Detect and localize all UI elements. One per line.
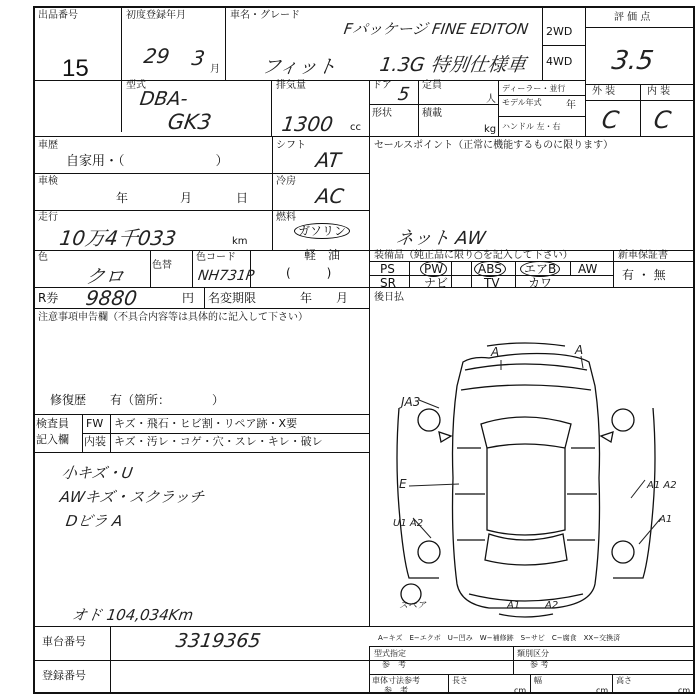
dealer-label: ディーラー・並行 [502,84,566,93]
size-ref-label: 車体寸法参考 [372,676,420,685]
color-code: NH731P [196,268,256,284]
displacement-value: 1300 [280,112,335,136]
remark-line-1: 小キズ・U [60,464,134,482]
chassis-label: 車台番号 [42,635,86,648]
mileage-value: 10万4千033 [58,226,178,250]
fw-label: FW [86,417,104,430]
after-sale-label: 後日払 [374,292,404,303]
recycle-unit: 円 [182,291,195,305]
capacity-label: 定員 [422,80,442,91]
height-label: 高さ [616,676,632,685]
car-name: フィット [260,56,338,78]
equip-pw[interactable]: PW [420,262,447,276]
equipment-label: 装備品（純正品に限り○を記入して下さい） [374,250,573,261]
color-code-label: 色コード [196,252,236,263]
name-change-ym: 年 月 [300,291,349,305]
color-label: 色 [38,252,48,263]
remark-line-3: Dビラ A [64,512,124,530]
model-prefix: DBA- [138,88,190,110]
aircon-label: 冷房 [276,176,296,187]
name-change-label: 名変期限 [208,291,257,305]
load-unit: kg [484,124,497,135]
first-reg-year: 29 [142,44,172,68]
length-unit: cm [514,686,527,695]
mileage-label: 走行 [38,212,58,223]
shift-label: シフト [276,140,306,151]
recycle-label: R券 [38,291,59,305]
handle-label: ハンドル 左・右 [502,122,561,131]
height-unit: cm [678,686,691,695]
fw-items[interactable]: キズ・飛石・ヒビ割・リペア跡・X要 [114,417,298,430]
sales-point-note: ネット AW [394,228,487,249]
mark-rear-a1: A1 [507,600,521,611]
model-year-unit: 年 [566,100,576,111]
color-change-label: 色替 [152,260,172,271]
car-grade: Fパッケージ FINE EDITON [342,20,530,38]
recycle-value: 9880 [84,286,139,310]
chassis-number: 3319365 [174,630,263,652]
equip-airbag[interactable]: エアB [520,262,560,276]
class-label: 類別区分 [517,649,549,658]
exterior-label: 外 装 [592,86,616,97]
type-ref: 参 考 [382,660,406,669]
car-spec: 1.3G 特別仕様車 [378,54,528,76]
inspector-label: 検査員 [36,417,69,430]
fuel-other[interactable]: ( ) [286,266,332,280]
lot-number: 15 [62,55,89,82]
length-label: 長さ [452,676,468,685]
model-code: GK3 [166,110,214,134]
model-year-label: モデル年式 [502,98,542,107]
load-label: 積載 [422,108,442,119]
new-warranty-label: 新車保証書 [618,250,668,261]
interior-check-label: 内装 [84,435,106,448]
shift-value: AT [314,148,343,172]
repair-history-label: 修復歴 有（箇所： ） [50,393,225,407]
car-damage-diagram[interactable] [369,308,695,626]
damage-legend: A−キズ E−エクボ U−凹み W−補修跡 S−サビ C−腐食 XX−交換済 [378,634,621,642]
history-label: 車歴 [38,140,58,151]
type-designation-label: 型式指定 [374,649,406,658]
notes-label: 注意事項申告欄（不具合内容等は具体的に記入して下さい） [38,312,308,323]
first-reg-month: 3 [190,46,207,70]
equip-aw[interactable]: AW [578,262,598,276]
doors-value: 5 [396,84,411,105]
mileage-unit: km [232,236,248,247]
warranty-options[interactable]: 有 ・ 無 [622,268,666,282]
equip-leather[interactable]: カワ [528,276,553,290]
mark-front-left: A [491,345,500,359]
mark-rear-a2: A2 [545,600,559,611]
first-reg-month-unit: 月 [210,64,220,75]
mark-a1-right: A1 [659,514,673,525]
mark-a1a2-right: A1 A2 [647,480,677,491]
sales-point-label: セールスポイント（正常に機能するものに限ります） [374,140,614,151]
mark-front-right: A [575,343,584,357]
width-unit: cm [596,686,609,695]
rating-label: 評 価 点 [614,12,651,23]
first-reg-label: 初度登録年月 [126,10,186,21]
mark-ja3: JA3 [401,395,421,409]
fuel-light-oil[interactable]: 軽 油 [304,248,341,262]
equip-sr[interactable]: SR [380,276,396,290]
fuel-label: 燃料 [276,212,296,223]
registration-label: 登録番号 [42,669,86,682]
drive-2wd[interactable]: 2WD [546,25,573,38]
rating-score: 3.5 [609,46,656,76]
remark-line-4: オド 104,034Km [70,606,195,624]
inspection-day-unit: 日 [236,191,249,205]
color-value: クロ [84,266,126,288]
mark-u1a2-left: U1 A2 [393,518,424,529]
remark-line-2: AWキズ・スクラッチ [58,488,206,506]
inspection-year-unit: 年 [116,191,129,205]
drive-4wd[interactable]: 4WD [546,55,573,68]
width-label: 幅 [534,676,542,685]
doors-label: ドア [372,80,392,91]
mark-e: E [399,477,407,491]
equip-tv[interactable]: TV [484,276,500,290]
history-value: 自家用・（ ） [66,154,229,169]
inspection-label: 車検 [38,176,58,187]
interior-grade: C [652,106,673,134]
equip-ps[interactable]: PS [380,262,395,276]
size-ref: 参 考 [384,686,408,695]
car-name-label: 車名・グレード [230,10,300,21]
lot-label: 出品番号 [38,10,78,21]
displacement-unit: cc [350,122,361,133]
equip-abs[interactable]: ABS [474,262,506,276]
equip-navi[interactable]: ナビ [424,276,449,290]
inspection-month-unit: 月 [180,191,193,205]
shape-label: 形状 [372,108,392,119]
aircon-value: AC [314,184,346,208]
interior-label: 内 装 [647,86,671,97]
displacement-label: 排気量 [276,80,306,91]
model-label: 型式 [126,80,146,91]
spare-label: スペア [399,601,427,611]
class-ref: 参 考 [530,660,549,669]
inspector-entry-label: 記入欄 [36,433,69,446]
interior-items[interactable]: キズ・汚レ・コゲ・穴・スレ・キレ・破レ [114,435,323,448]
fuel-gasoline[interactable]: ガソリン [294,224,350,238]
capacity-unit: 人 [486,94,496,105]
exterior-grade: C [600,106,621,134]
